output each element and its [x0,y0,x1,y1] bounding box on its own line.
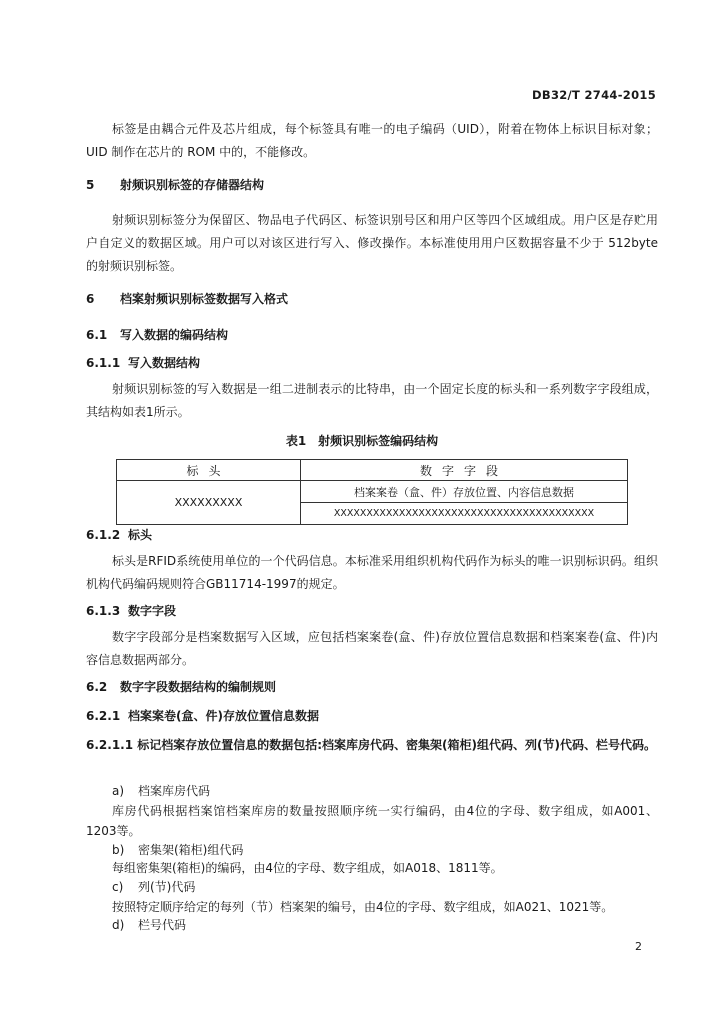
heading-number: 6.1.1 [86,356,121,370]
list-letter: d) [112,918,125,932]
page-number: 2 [635,940,642,953]
heading-title: 写入数据结构 [128,356,201,370]
heading-title: 射频识别标签的存储器结构 [120,178,265,192]
heading-number: 6.1 [86,328,108,342]
heading-title: 写入数据的编码结构 [120,328,229,342]
heading-number: 6 [86,292,95,306]
list-letter: a) [112,784,125,798]
heading-number: 6.2 [86,680,108,694]
heading-title: 档案射频识别标签数据写入格式 [120,292,289,306]
heading-section-5 [86,175,264,195]
heading-number: 6.1.2 [86,528,121,542]
paragraph-memory-structure: 射频识别标签分为保留区、物品电子代码区、标签识别号区和用户区等四个区域组成。用户区是存贮用户自定义的数据区域。用户可以对该区进行写入、修改操作。本标准使用用户区数据容量不少于 512byte 的射频识别标签。 [86,213,658,273]
table-header-cell: 数字字段 [300,460,627,481]
list-item-b-text: 每组密集架(箱柜)的编码，由4位的字母、数字组成，如A018、1811等。 [112,861,503,875]
heading-number: 5 [86,178,95,192]
list-letter: c) [112,880,124,894]
heading-title: 档案案卷(盒、件)存放位置信息数据 [128,709,319,723]
list-label-text: 档案库房代码 [138,784,211,798]
paragraph-write-data: 射频识别标签的写入数据是一组二进制表示的比特串，由一个固定长度的标头和一系列数字字段组成，其结构如表1所示。 [86,382,658,419]
heading-title: 数字字段数据结构的编制规则 [120,680,277,694]
heading-section-6-2 [86,677,276,697]
heading-section-6 [86,289,288,309]
heading-section-6-1-1 [86,353,200,373]
list-item-c-label [112,877,195,897]
table-cell-field-desc: 档案案卷（盒、件）存放位置、内容信息数据 [300,481,627,503]
heading-title: 标头 [128,528,153,542]
list-label-text: 栏号代码 [138,918,187,932]
paragraph-digital-field: 数字字段部分是档案数据写入区域，应包括档案案卷(盒、件)存放位置信息数据和档案案卷(盒、件)内容信息数据两部分。 [86,630,658,667]
table-header-row [117,460,628,481]
list-label-text: 列(节)代码 [138,880,196,894]
heading-section-6-1-2 [86,525,152,545]
table-row [117,481,628,503]
list-item-a-label [112,781,210,801]
list-item-c-text: 按照特定顺序给定的每列（节）档案架的编号，由4位的字母、数字组成，如A021、1021等。 [112,900,614,914]
list-item-d-label [112,915,186,935]
table-cell-header-value: XXXXXXXXX [117,481,301,525]
list-item-a-text: 库房代码根据档案馆档案库房的数量按照顺序统一实行编码，由4位的字母、数字组成，如A001、1203等。 [86,804,658,838]
heading-number: 6.1.3 [86,604,121,618]
heading-section-6-1 [86,325,228,345]
paragraph-header: 标头是RFID系统使用单位的一个代码信息。本标准采用组织机构代码作为标头的唯一识别标识码。组织机构代码编码规则符合GB11714-1997的规定。 [86,554,658,591]
standard-code: DB32/T 2744-2015 [532,88,656,102]
heading-number: 6.2.1 [86,709,121,723]
table-caption: 表1 射频识别标签编码结构 [285,434,439,448]
paragraph-6-2-1-1: 6.2.1.1 标记档案存放位置信息的数据包括:档案库房代码、密集架(箱柜)组代码、列(节)代码、栏号代码。 [86,738,656,752]
encoding-structure-table [116,459,628,525]
table-cell-field-value: XXXXXXXXXXXXXXXXXXXXXXXXXXXXXXXXXXXXXXXX [300,503,627,525]
list-item-b-label [112,840,243,860]
paragraph-tag-composition: 标签是由耦合元件及芯片组成，每个标签具有唯一的电子编码（UID），附着在物体上标识目标对象；UID 制作在芯片的 ROM 中的，不能修改。 [86,122,658,159]
heading-section-6-1-3 [86,601,176,621]
list-letter: b) [112,843,125,857]
heading-section-6-2-1 [86,706,319,726]
table-header-cell: 标头 [117,460,301,481]
list-label-text: 密集架(箱柜)组代码 [138,843,244,857]
heading-title: 数字字段 [128,604,177,618]
